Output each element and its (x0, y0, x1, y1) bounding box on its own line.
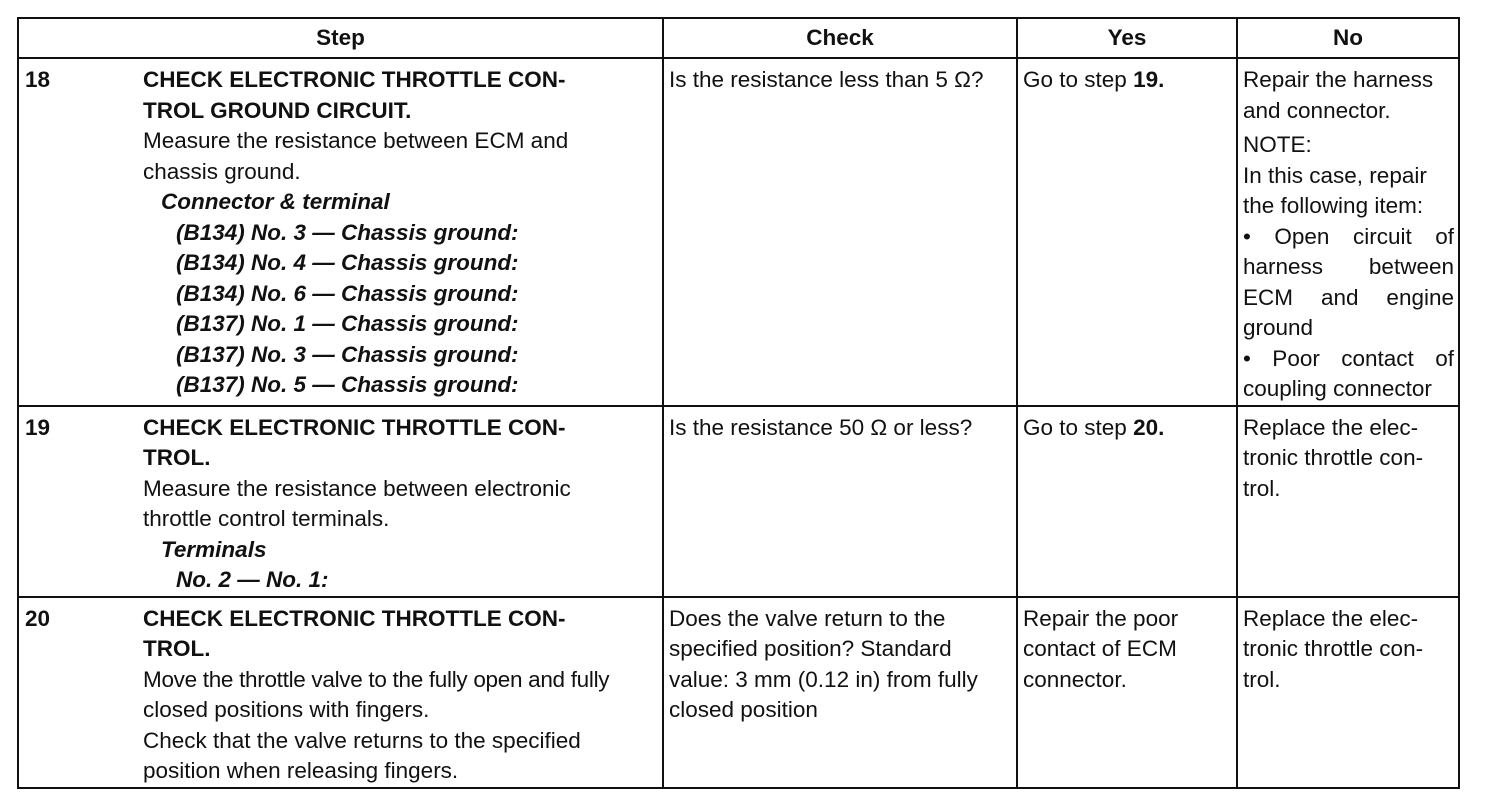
check-question: Is the resistance 50 Ω or less? (669, 414, 973, 440)
check-line: specified position? Standard (669, 636, 952, 661)
check-question: Is the resistance less than 5 Ω? (669, 67, 984, 92)
step-cell (18, 58, 663, 406)
check-line: Does the valve return to the (669, 605, 946, 631)
yes-action-line: contact of ECM (1023, 636, 1177, 661)
step-instruction: Move the throttle valve to the fully open and fully (143, 666, 610, 692)
no-action-line: Repair the harness (1243, 67, 1434, 92)
yes-cell (1017, 58, 1237, 406)
yes-action-line: Repair the poor (1023, 605, 1179, 631)
no-cell (1237, 597, 1459, 788)
step-instruction: throttle control terminals. (143, 506, 390, 531)
check-cell (663, 58, 1017, 406)
step-title: CHECK ELECTRONIC THROTTLE CON- (143, 414, 566, 440)
yes-action: Go to step 19. (1023, 67, 1165, 92)
yes-action: Go to step 20. (1023, 414, 1165, 440)
step-ref: 19. (1133, 67, 1165, 92)
no-action-line: and connector. (1243, 97, 1391, 123)
step-number: 20 (25, 605, 51, 631)
step-instruction: Measure the resistance between ECM and (143, 128, 569, 153)
terminal-item: (B137) No. 3 — Chassis ground: (176, 341, 519, 367)
step-title: TROL. (143, 445, 211, 470)
no-action-line: Replace the elec- (1243, 414, 1419, 440)
check-line: closed position (669, 697, 818, 722)
terminal-item: (B137) No. 1 — Chassis ground: (176, 311, 519, 336)
note-line: ground (1243, 315, 1314, 340)
table-row (18, 597, 1459, 788)
table-row (18, 58, 1459, 406)
header-row (18, 18, 1459, 58)
terminal-item: (B134) No. 6 — Chassis ground: (176, 280, 519, 306)
step-title: CHECK ELECTRONIC THROTTLE CON- (143, 67, 566, 92)
note-line: • Poor contact of (1243, 345, 1454, 371)
terminal-item: (B134) No. 3 — Chassis ground: (176, 219, 519, 245)
connector-heading: Connector & terminal (161, 189, 390, 214)
step-number: 18 (25, 67, 51, 92)
yes-cell (1017, 406, 1237, 597)
step-instruction: Measure the resistance between electronic (143, 475, 571, 501)
table-row (18, 406, 1459, 597)
step-instruction: closed positions with fingers. (143, 697, 430, 722)
terminal-item: (B137) No. 5 — Chassis ground: (176, 372, 519, 397)
no-cell (1237, 406, 1459, 597)
header-step: Step (18, 18, 663, 58)
note-line: coupling connector (1243, 376, 1432, 401)
no-action-line: trol. (1243, 475, 1281, 501)
yes-action-line: connector. (1023, 666, 1127, 692)
note-line: the following item: (1243, 193, 1424, 218)
terminal-item: (B134) No. 4 — Chassis ground: (176, 250, 519, 275)
step-cell (18, 406, 663, 597)
header-no: No (1237, 18, 1459, 58)
note-line: • Open circuit of (1243, 223, 1454, 249)
no-cell (1237, 58, 1459, 406)
check-line: value: 3 mm (0.12 in) from fully (669, 666, 978, 692)
no-action-line: trol. (1243, 666, 1281, 692)
header-yes: Yes (1017, 18, 1237, 58)
step-instruction: Check that the valve returns to the specified (143, 727, 581, 753)
terminals-heading: Terminals (161, 536, 267, 562)
step-ref: 20. (1133, 414, 1165, 440)
no-action-line: tronic throttle con- (1243, 636, 1424, 661)
troubleshooting-table (17, 17, 1460, 789)
check-cell (663, 597, 1017, 788)
note-line: harness between (1243, 254, 1454, 279)
check-cell (663, 406, 1017, 597)
step-title: CHECK ELECTRONIC THROTTLE CON- (143, 605, 566, 631)
step-number: 19 (25, 414, 51, 440)
step-cell (18, 597, 663, 788)
terminal-item: No. 2 — No. 1: (176, 567, 329, 592)
note-line: ECM and engine (1243, 284, 1454, 310)
no-action-line: tronic throttle con- (1243, 445, 1424, 470)
header-check: Check (663, 18, 1017, 58)
step-title: TROL GROUND CIRCUIT. (143, 97, 412, 123)
no-action-line: Replace the elec- (1243, 605, 1419, 631)
note-title: NOTE: (1243, 132, 1312, 157)
step-instruction: chassis ground. (143, 158, 301, 184)
step-title: TROL. (143, 636, 211, 661)
yes-cell (1017, 597, 1237, 788)
note-line: In this case, repair (1243, 162, 1427, 188)
step-instruction: position when releasing fingers. (143, 758, 459, 783)
